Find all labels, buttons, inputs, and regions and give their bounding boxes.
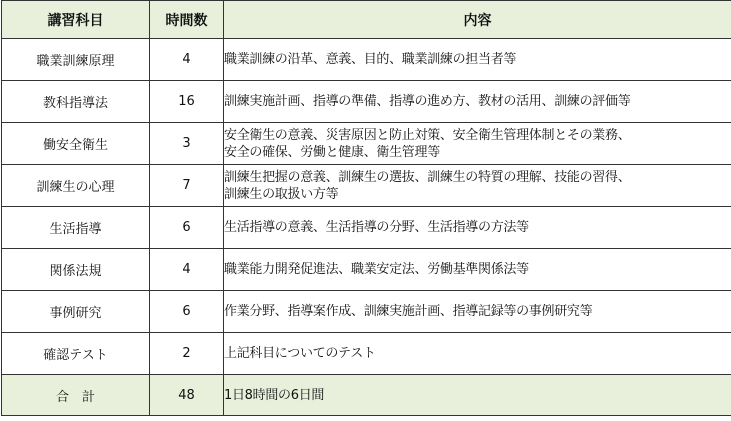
subject-cell: 確認テスト — [2, 333, 150, 375]
content-cell — [224, 123, 731, 165]
content-line: 安全の確保、労働と健康、衛生管理等 — [224, 144, 440, 160]
header-content: 内容 — [224, 1, 731, 39]
content-cell — [224, 39, 731, 81]
header-hours: 時間数 — [150, 1, 224, 39]
content-line: 安全衛生の意義、災害原因と防止対策、安全衛生管理体制とその業務、 — [224, 127, 631, 143]
hours-cell: 2 — [150, 333, 224, 375]
subject-cell: 訓練生の心理 — [2, 165, 150, 207]
subject-cell: 教科指導法 — [2, 81, 150, 123]
table-row — [2, 249, 731, 291]
table-row — [2, 39, 731, 81]
table-row — [2, 333, 731, 375]
subject-cell: 関係法規 — [2, 249, 150, 291]
total-row — [2, 375, 731, 416]
content-line: 訓練生の取扱い方等 — [224, 186, 339, 202]
content-cell — [224, 333, 731, 375]
content-line: 上記科目についてのテスト — [224, 346, 376, 361]
content-cell — [224, 249, 731, 291]
table-row — [2, 291, 731, 333]
curriculum-table — [1, 0, 731, 416]
content-cell — [224, 165, 731, 207]
header-row — [2, 1, 731, 39]
hours-cell: 6 — [150, 207, 224, 249]
total-content: 1日8時間の6日間 — [224, 375, 731, 416]
content-line: 職業訓練の沿革、意義、目的、職業訓練の担当者等 — [224, 52, 517, 67]
subject-cell: 職業訓練原理 — [2, 39, 150, 81]
content-line: 訓練実施計画、指導の準備、指導の進め方、教材の活用、訓練の評価等 — [224, 94, 631, 109]
hours-cell: 3 — [150, 123, 224, 165]
content-cell — [224, 81, 731, 123]
header-subject: 講習科目 — [2, 1, 150, 39]
hours-cell: 6 — [150, 291, 224, 333]
subject-cell: 働安全衛生 — [2, 123, 150, 165]
table-row — [2, 165, 731, 207]
content-cell — [224, 291, 731, 333]
table-row — [2, 123, 731, 165]
total-hours: 48 — [150, 375, 224, 416]
content-line: 生活指導の意義、生活指導の分野、生活指導の方法等 — [224, 220, 529, 235]
table-row — [2, 81, 731, 123]
table-body — [2, 39, 731, 416]
hours-cell: 16 — [150, 81, 224, 123]
content-cell — [224, 207, 731, 249]
hours-cell: 4 — [150, 39, 224, 81]
total-label: 合 計 — [2, 375, 150, 416]
hours-cell: 4 — [150, 249, 224, 291]
hours-cell: 7 — [150, 165, 224, 207]
subject-cell: 生活指導 — [2, 207, 150, 249]
table-row — [2, 207, 731, 249]
content-line: 訓練生把握の意義、訓練生の選抜、訓練生の特質の理解、技能の習得、 — [224, 169, 631, 185]
content-line: 職業能力開発促進法、職業安定法、労働基準関係法等 — [224, 262, 529, 277]
content-line: 作業分野、指導案作成、訓練実施計画、指導記録等の事例研究等 — [224, 304, 593, 319]
subject-cell: 事例研究 — [2, 291, 150, 333]
